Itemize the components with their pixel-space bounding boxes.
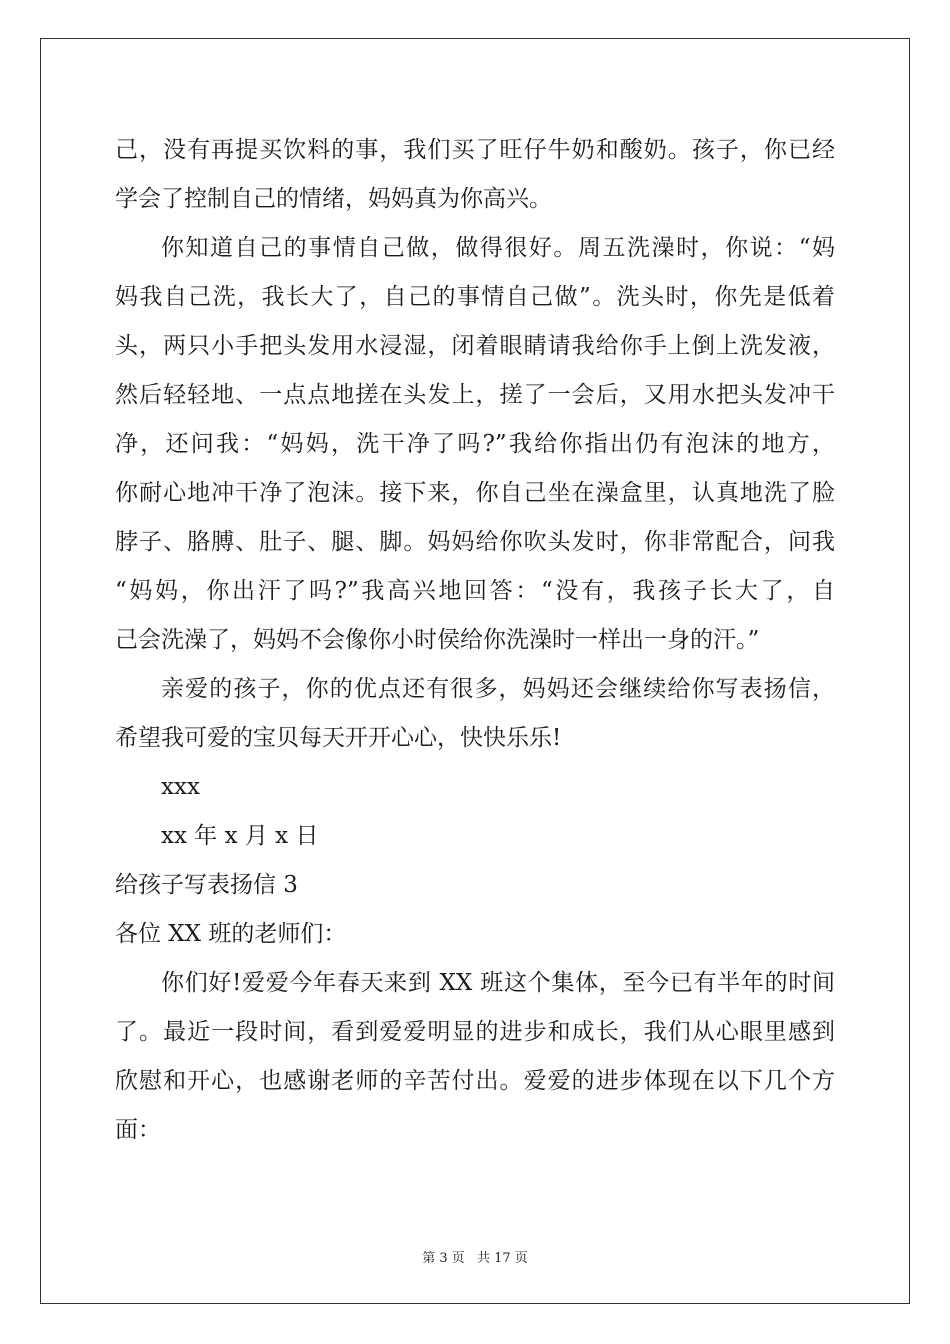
text-line: 己，没有再提买饮料的事，我们买了旺仔牛奶和酸奶。孩子，你已经: [115, 137, 835, 163]
signature-name: xxx: [161, 774, 200, 800]
text-line: 了。最近一段时间，看到爱爱明显的进步和成长，我们从心眼里感到: [115, 1019, 835, 1045]
page-footer: [0, 1247, 950, 1266]
text-line: 你们好!爱爱今年春天来到 XX 班这个集体，至今已有半年的时间: [161, 970, 835, 996]
section-title: 给孩子写表扬信 3: [115, 872, 298, 898]
text-line: 然后轻轻地、一点点地搓在头发上，搓了一会后，又用水把头发冲干: [115, 382, 835, 408]
text-line: 你耐心地冲干净了泡沫。接下来，你自己坐在澡盒里，认真地洗了脸: [115, 480, 835, 506]
text-line: 希望我可爱的宝贝每天开开心心，快快乐乐!: [115, 725, 562, 751]
text-line: 己会洗澡了，妈妈不会像你小时侯给你洗澡时一样出一身的汗。”: [115, 627, 760, 653]
text-line: 脖子、胳膊、肚子、腿、脚。妈妈给你吹头发时，你非常配合，问我: [115, 529, 835, 555]
text-line: 面：: [115, 1117, 161, 1143]
salutation: 各位 XX 班的老师们：: [115, 921, 347, 947]
text-line: 净，还问我：“妈妈，洗干净了吗?”我给你指出仍有泡沫的地方，: [115, 431, 835, 457]
document-body: [115, 126, 835, 1155]
text-line: 妈我自己洗，我长大了，自己的事情自己做”。洗头时，你先是低着: [115, 284, 835, 310]
text-line: 头，两只小手把头发用水浸湿，闭着眼睛请我给你手上倒上洗发液，: [115, 333, 835, 359]
page-number: 第 3 页: [422, 1251, 465, 1266]
signature-date: xx 年 x 月 x 日: [161, 823, 319, 849]
text-line: 欣慰和开心，也感谢老师的辛苦付出。爱爱的进步体现在以下几个方: [115, 1068, 835, 1094]
text-line: 学会了控制自己的情绪，妈妈真为你高兴。: [115, 186, 552, 212]
text-line: “妈妈，你出汗了吗?”我高兴地回答：“没有，我孩子长大了，自: [115, 578, 835, 604]
page-total: 共 17 页: [476, 1251, 528, 1266]
text-line: 你知道自己的事情自己做，做得很好。周五洗澡时，你说：“妈: [161, 235, 835, 261]
text-line: 亲爱的孩子，你的优点还有很多，妈妈还会继续给你写表扬信，: [161, 676, 835, 702]
